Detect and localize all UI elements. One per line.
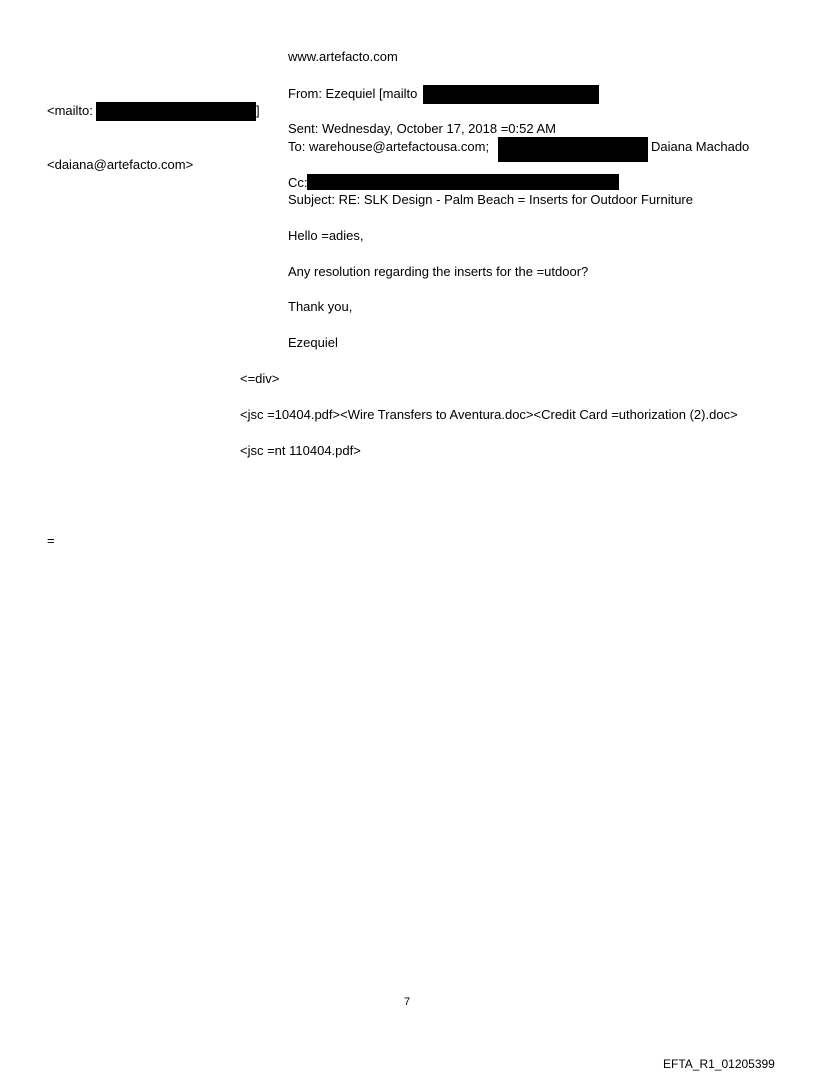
attachments-line: <jsc =10404.pdf><Wire Transfers to Aventura.doc><Credit Card =uthorization (2).doc> [240, 407, 738, 422]
div-tag-line: <=div> [240, 371, 280, 386]
website-line: www.artefacto.com [288, 49, 398, 64]
daiana-address: <daiana@artefacto.com> [47, 157, 194, 172]
mailto-close-bracket: ] [256, 103, 260, 118]
redaction-to-recipient [498, 137, 648, 162]
body-line: Any resolution regarding the inserts for the =utdoor? [288, 264, 589, 279]
mailto-prefix: <mailto: [47, 103, 93, 118]
greeting-line: Hello =adies, [288, 228, 364, 243]
redaction-from-email [423, 85, 599, 104]
closing-line: Thank you, [288, 299, 353, 314]
equals-mark: = [47, 533, 55, 548]
sent-line: Sent: Wednesday, October 17, 2018 =0:52 AM [288, 121, 556, 136]
document-id: EFTA_R1_01205399 [663, 1057, 775, 1071]
to-name: Daiana Machado [651, 139, 750, 154]
redaction-cc [307, 174, 619, 190]
page-number: 7 [404, 996, 411, 1008]
from-line: From: Ezequiel [mailto [288, 86, 418, 101]
redaction-mailto [96, 102, 256, 121]
attachment-line-2: <jsc =nt 110404.pdf> [240, 443, 361, 458]
to-line: To: warehouse@artefactousa.com; [288, 139, 490, 154]
subject-line: Subject: RE: SLK Design - Palm Beach = Inserts for Outdoor Furniture [288, 192, 693, 207]
signature-line: Ezequiel [288, 335, 338, 350]
cc-label: Cc: [288, 175, 308, 190]
